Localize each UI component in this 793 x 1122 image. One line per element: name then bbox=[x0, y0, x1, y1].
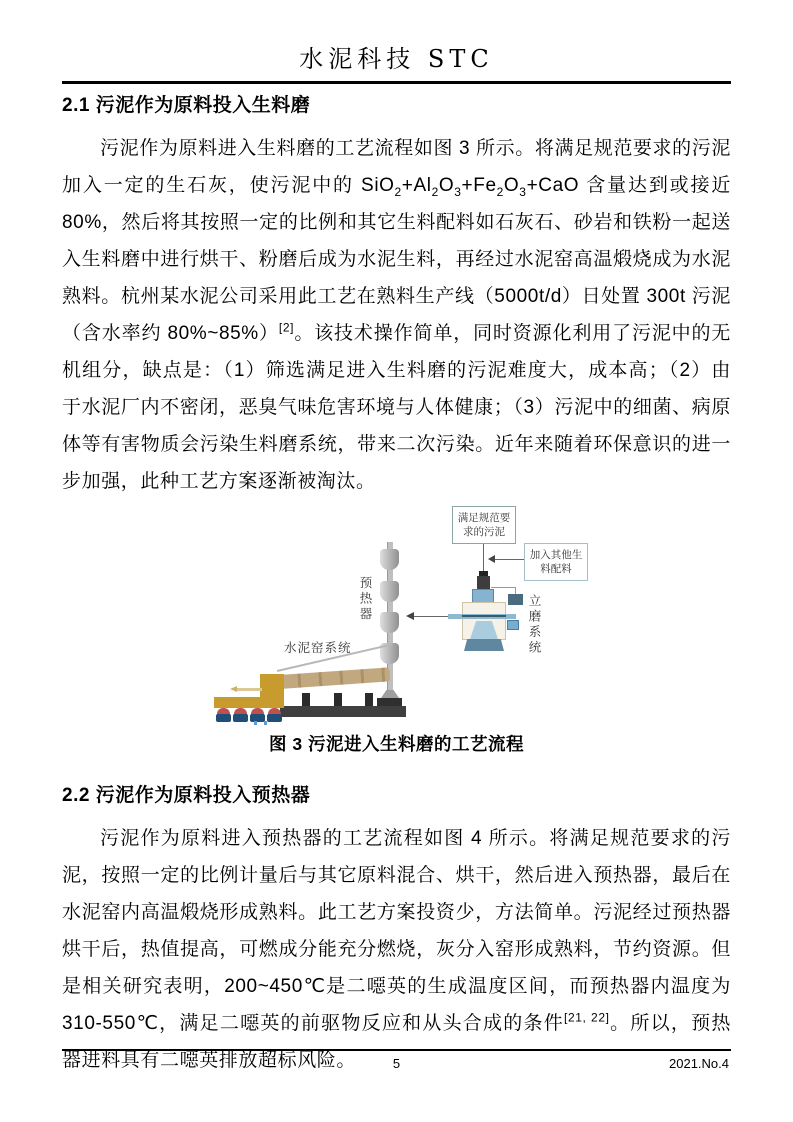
kiln-platform bbox=[280, 706, 406, 717]
flow-line-vertical bbox=[483, 544, 484, 572]
classifier-link-line bbox=[491, 587, 516, 588]
sludge-box-line2: 求的污泥 bbox=[463, 526, 505, 538]
ingredients-box-line2: 料配料 bbox=[540, 563, 572, 575]
mill-pedestal bbox=[464, 639, 504, 651]
sludge-requirement-box bbox=[452, 506, 516, 544]
tower-flare bbox=[381, 690, 399, 698]
sludge-box-line1: 满足规范要 bbox=[457, 512, 511, 524]
body-paragraph-2-1: 污泥作为原料进入生料磨的工艺流程如图 3 所示。将满足规范要求的污泥加入一定的生石灰，使污泥中的 $SiO_2+Al_2O_3+Fe_2O_3+CaO$ 含量达到或接近 80%，然后将其按照一定的比例和其它生料配料如石灰石、砂岩和铁粉一起送入生料磨中进行烘干、粉磨后成为水泥生料，再经过水泥窑高温煅烧成为水泥熟料。杭州某水泥公司采用此工艺在熟料生产线（5000t/d）日处置 300t 污泥（含水率约 80%~85%）[2]。该技术操作简单，同时资源化利用了污泥中的无机组分，缺点是：（1）筛选满足进入生料磨的污泥难度大，成本高；（2）由于水泥厂内不密闭，恶臭气味危害环境与人体健康；（3）污泥中的细菌、病原体等有害物质会污染生料磨系统，带来二次污染。近年来随着环保意识的进一步加强，此种工艺方案逐渐被淘汰。 bbox=[62, 138, 731, 492]
arrow-left-icon bbox=[406, 612, 414, 620]
mill-table-strip bbox=[462, 615, 506, 617]
mill-side-box bbox=[507, 620, 519, 630]
preheater-label: 预热器 bbox=[358, 576, 372, 623]
footer-divider bbox=[62, 1049, 731, 1051]
page-number: 5 bbox=[392, 1056, 401, 1071]
figure-3-caption: 图 3 污泥进入生料磨的工艺流程 bbox=[269, 734, 524, 754]
rotary-kiln-shell bbox=[280, 667, 391, 689]
drip-dot bbox=[254, 721, 257, 725]
mill-motor bbox=[477, 576, 490, 589]
vertical-mill-label: 立磨系统 bbox=[527, 594, 541, 656]
cyclone-icon bbox=[380, 581, 399, 602]
ingredients-box-line1: 加入其他生 bbox=[529, 549, 583, 561]
cooler-fan bbox=[233, 708, 248, 722]
cooler-platform bbox=[214, 697, 284, 708]
section-heading-2-2: 2.2 污泥作为原料投入预热器 bbox=[62, 785, 311, 806]
issue-label: 2021.No.4 bbox=[669, 1056, 729, 1071]
cyclone-icon bbox=[380, 549, 399, 570]
body-paragraph-2-2: 污泥作为原料进入预热器的工艺流程如图 4 所示。将满足规范要求的污泥，按照一定的比例计量后与其它原料混合、烘干，然后进入预热器，最后在水泥窑内高温煅烧形成熟料。此工艺方案投资少，方法简单。污泥经过预热器烘干后，热值提高，可燃成分能充分燃烧，灰分入窑形成熟料，节约资源。但是相关研究表明，200~450℃是二噁英的生成温度区间，而预热器内温度为 310-550℃，满足二噁英的前驱物反应和从头合成的条件[21, 22]。所以，预热器进料具有二噁英排放超标风险。 bbox=[62, 828, 731, 1071]
other-ingredients-box bbox=[524, 543, 588, 581]
cooler-fan bbox=[267, 708, 282, 722]
kiln-system-label: 水泥窑系统 bbox=[284, 641, 352, 655]
cooler-fan bbox=[216, 708, 231, 722]
cyclone-icon bbox=[380, 612, 399, 633]
figure-3-diagram bbox=[202, 502, 622, 726]
cooler-fan bbox=[250, 708, 265, 722]
drip-dot bbox=[264, 721, 267, 725]
flow-line-horizontal bbox=[495, 559, 524, 560]
mill-to-preheater-line bbox=[414, 616, 448, 617]
burner-pipe bbox=[236, 688, 262, 691]
header-divider bbox=[62, 81, 731, 84]
arrow-left-icon bbox=[488, 555, 495, 563]
mill-classifier-box bbox=[508, 594, 523, 605]
section-heading-2-1: 2.1 污泥作为原料投入生料磨 bbox=[62, 95, 311, 116]
journal-title: 水泥科技 STC bbox=[299, 45, 494, 73]
burner-tip-icon bbox=[230, 686, 237, 692]
